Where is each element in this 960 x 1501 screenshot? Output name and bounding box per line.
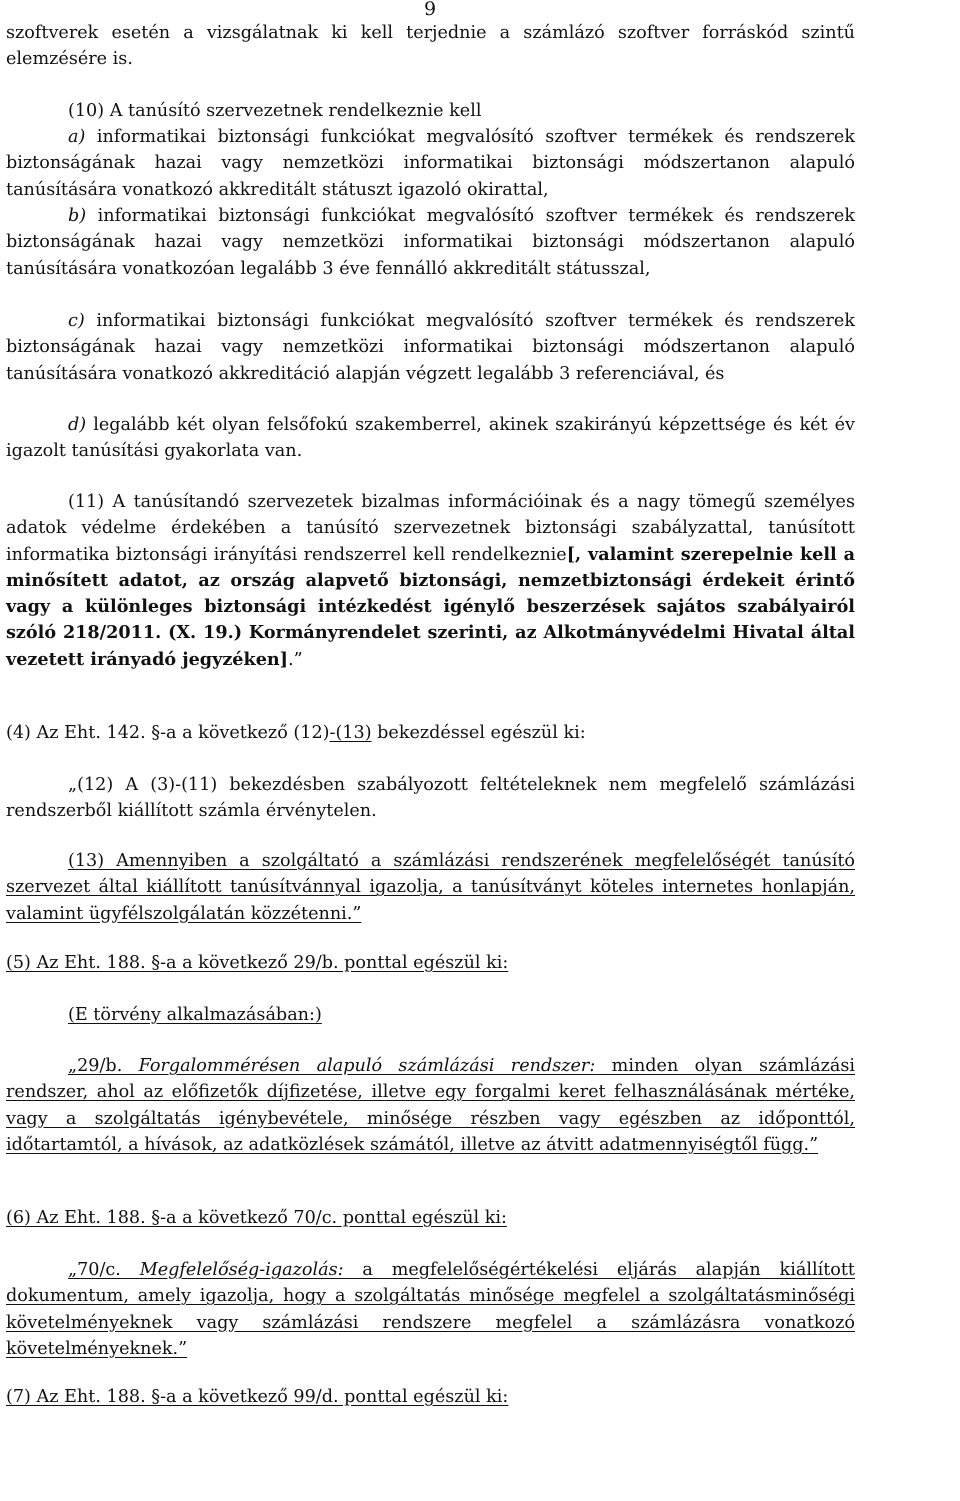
section-7-heading: (7) Az Eht. 188. §-a a következő 99/d. ponttal egészül ki: — [6, 1387, 509, 1407]
intro-paragraph: szoftverek esetén a vizsgálatnak ki kell terjednie a számlázó szoftver forráskód szintű elemzésére is. — [6, 23, 855, 70]
section-4-heading — [6, 720, 855, 746]
paragraph-11-bold-text: [, valamint szerepelnie kell a minősített adatot, az ország alapvető biztonsági, nemzetbiztonsági érdekeit érintő vagy a különleges biztonsági intézkedést igénylő beszerzések sajátos szabályairól szóló 218/2011. (X. 19.) Kormányrendelet szerinti, az Alkotmányvédelmi Hivatal által vezetett irányadó jegyzéken] — [6, 543, 855, 670]
point-text: minden olyan számlázási rendszer, ahol az előfizetők díjfizetése, illetve egy forgalmi keret felhasználásának mértéke, vagy a szolgáltatás igénybevétele, minősége részben vagy egészben az időponttól, időtartamtól, a hívások, az adatközlések számától, illetve az átvitt adatmennyiségtől függ.” — [6, 1056, 856, 1155]
paragraph-10-heading: (10) A tanúsító szervezetnek rendelkeznie kell — [68, 101, 482, 121]
section-5-subheading: (E törvény alkalmazásában:) — [68, 1005, 322, 1025]
section-5-heading: (5) Az Eht. 188. §-a a következő 29/b. ponttal egészül ki: — [6, 953, 509, 973]
point-text: a megfelelőségértékelési eljárás alapján kiállított dokumentum, amely igazolja, hogy a szolgáltatás minősége megfelel a szolgáltatásminőségi követelményeknek vagy számlázási rendszere megfelel a számlázásra vonatkozó követelményeknek.” — [6, 1260, 855, 1359]
page-number: 9 — [423, 0, 437, 20]
item-text: informatikai biztonsági funkciókat megvalósító szoftver termékek és rendszerek biztonságának hazai vagy nemzetközi informatikai biztonsági módszertanon alapuló tanúsítására vonatkozó akkreditált státuszt igazoló okirattal, — [6, 127, 855, 200]
item-text: informatikai biztonsági funkciókat megvalósító szoftver termékek és rendszerek biztonságának hazai vagy nemzetközi informatikai biztonsági módszertanon alapuló tanúsítására vonatkozóan legalább 3 éve fennálló akkreditált státusszal, — [6, 206, 855, 279]
item-marker: a) — [68, 127, 86, 147]
point-term: Megfelelőség-igazolás: — [139, 1260, 344, 1280]
section-4-underlined-text: -(13) — [329, 723, 372, 743]
point-29b — [6, 1053, 855, 1158]
quote-paragraph-13: (13) Amennyiben a szolgáltató a számlázási rendszerének megfelelőségét tanúsító szervezet által kiállított tanúsítvánnyal igazolja, a tanúsítványt köteles internetes honlapján, valamint ügyfélszolgálatán közzétenni.” — [6, 851, 855, 924]
point-number: „70/c. — [68, 1260, 121, 1280]
quote-paragraph-12: „(12) A (3)-(11) bekezdésben szabályozott feltételeknek nem megfelelő számlázási rendszerből kiállított számla érvénytelen. — [6, 775, 855, 822]
item-marker: c) — [68, 311, 85, 331]
paragraph-11-text: (11) A tanúsítandó szervezetek bizalmas információinak és a nagy tömegű személyes adatok védelme érdekében a tanúsító szervezetnek biztonsági szabályzattal, tanúsított informatika biztonsági irányítási rendszerrel kell rendelkeznie — [6, 492, 855, 565]
item-marker: b) — [68, 206, 87, 226]
item-text: informatikai biztonsági funkciókat megvalósító szoftver termékek és rendszerek biztonságának hazai vagy nemzetközi informatikai biztonsági módszertanon alapuló tanúsítására vonatkozó akkreditáció alapján végzett legalább 3 referenciával, és — [6, 311, 856, 384]
paragraph-11 — [6, 489, 855, 673]
section-4-text-end: bekezdéssel egészül ki: — [371, 723, 586, 743]
point-term: Forgalommérésen alapuló számlázási rendszer: — [138, 1056, 596, 1076]
paragraph-10-item-a — [6, 124, 855, 203]
paragraph-10-item-d — [6, 412, 855, 465]
paragraph-10-item-b — [6, 203, 855, 282]
point-70c — [6, 1257, 855, 1362]
section-6-heading: (6) Az Eht. 188. §-a a következő 70/c. ponttal egészül ki: — [6, 1208, 507, 1228]
item-marker: d) — [68, 415, 87, 435]
paragraph-10-item-c — [6, 308, 855, 387]
point-number: „29/b. — [68, 1056, 123, 1076]
section-4-text: (4) Az Eht. 142. §-a a következő (12) — [6, 723, 330, 743]
paragraph-11-end: .” — [288, 649, 303, 670]
item-text: legalább két olyan felsőfokú szakemberrel, akinek szakirányú képzettsége és két év igazolt tanúsítási gyakorlata van. — [6, 415, 856, 462]
